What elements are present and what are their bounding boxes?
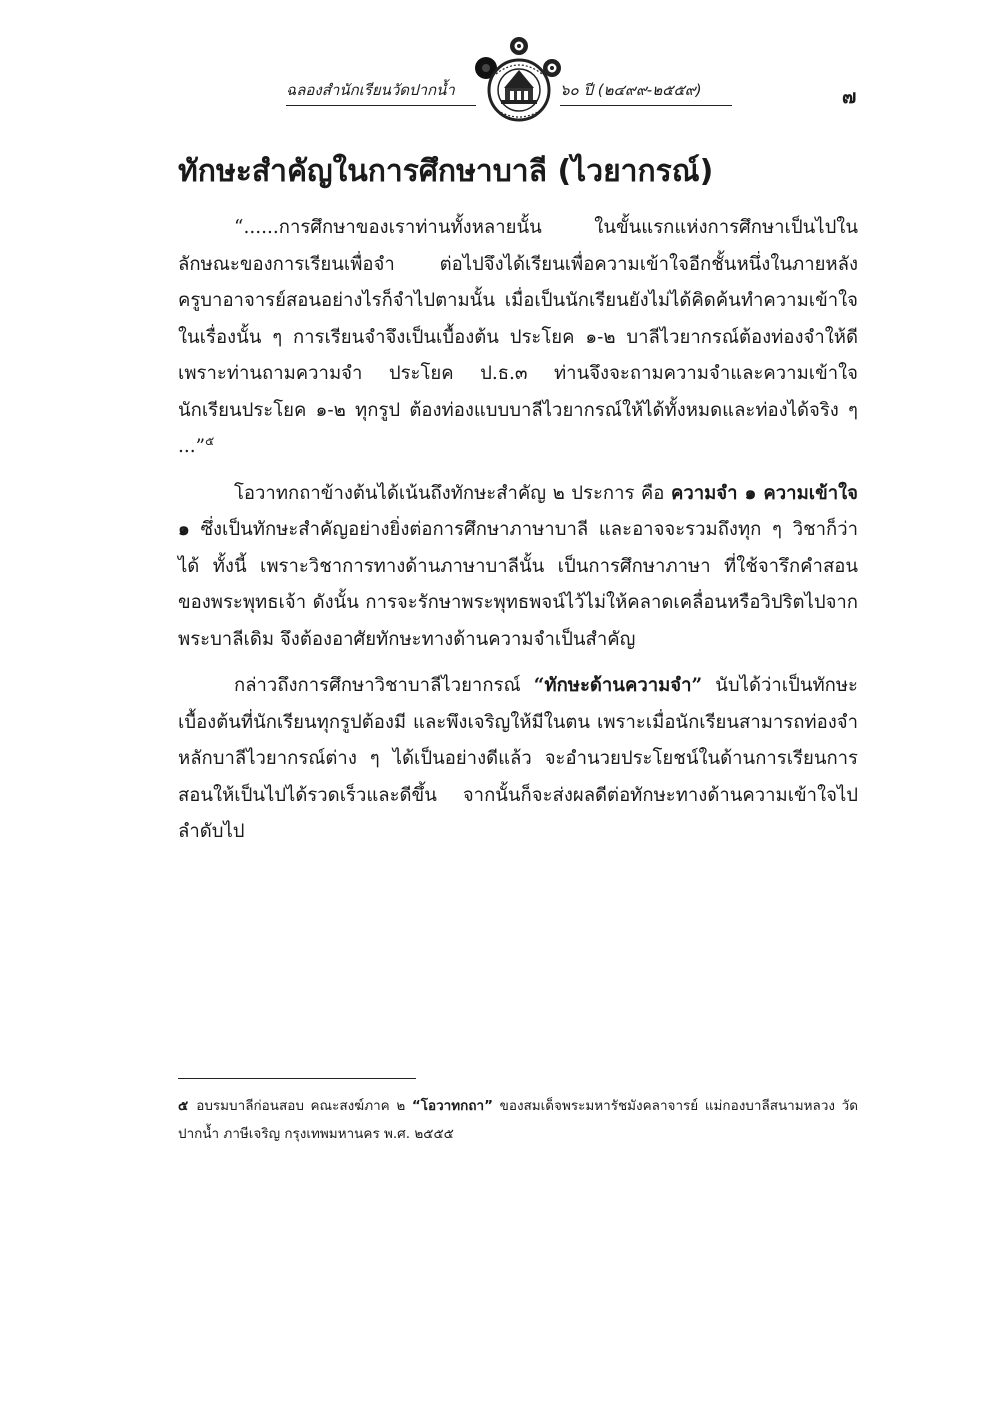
school-emblem-icon — [474, 34, 564, 126]
running-header-right: ๖๐ ปี (๒๔๙๙-๒๕๕๙) — [560, 78, 732, 106]
paragraph-three-rest: นับได้ว่าเป็นทักษะเบื้องต้นที่นักเรียนทุกรูปต้องมี และพึงเจริญให้มีในตน เพราะเมื่อนักเรียนสามารถท่องจำหลักบาลีไวยากรณ์ต่าง ๆ ได้เป็นอย่างดีแล้ว จะอำนวยประโยชน์ในด้านการเรียนการสอนให้เป็นไปได้รวดเร็วและดีขึ้น จากนั้นก็จะส่งผลดีต่อทักษะทางด้านความเข้าใจไปลำดับไป — [178, 675, 858, 842]
paragraph-two — [178, 476, 858, 659]
paragraph-three-lead: กล่าวถึงการศึกษาวิชาบาลีไวยากรณ์ — [234, 675, 534, 696]
footnote — [178, 1092, 858, 1148]
running-header-left: ฉลองสำนักเรียนวัดปากน้ำ — [286, 78, 476, 106]
paragraph-three — [178, 668, 858, 851]
paragraph-three-emphasis: “ทักษะด้านความจำ” — [533, 675, 703, 696]
paragraph-two-rest: ซึ่งเป็นทักษะสำคัญอย่างยิ่งต่อการศึกษาภาษาบาลี และอาจจะรวมถึงทุก ๆ วิชาก็ว่าได้ ทั้งนี้ เพราะวิชาการทางด้านภาษาบาลีนั้น เป็นการศึกษาภาษา ที่ใช้จารึกคำสอนของพระพุทธเจ้า ดังนั้น การจะรักษาพระพุทธพจน์ไว้ไม่ให้คลาดเคลื่อนหรือวิปริตไปจากพระบาลีเดิม จึงต้องอาศัยทักษะทางด้านความจำเป็นสำคัญ — [178, 519, 858, 650]
footnote-reference: ๕ — [205, 433, 215, 448]
footnote-divider — [178, 1078, 416, 1079]
footnote-title: “โอวาทกถา” — [411, 1098, 493, 1114]
footnote-rest: ของสมเด็จพระมหารัชมังคลาจารย์ แม่กองบาลีสนามหลวง วัดปากน้ำ ภาษีเจริญ กรุงเทพมหานคร พ.ศ. ๒๕๕๕ — [178, 1098, 858, 1142]
footnote-lead: อบรมบาลีก่อนสอบ คณะสงฆ์ภาค ๒ — [196, 1098, 412, 1114]
section-title: ทักษะสำคัญในการศึกษาบาลี (ไวยากรณ์) — [178, 154, 714, 189]
body-text — [178, 210, 858, 851]
footnote-mark: ๕ — [178, 1098, 189, 1114]
page-number: ๗ — [842, 86, 857, 108]
quote-paragraph — [178, 210, 858, 466]
quote-text: “......การศึกษาของเราท่านทั้งหลายนั้น ในขั้นแรกแห่งการศึกษาเป็นไปในลักษณะของการเรียนเพื่อจำ ต่อไปจึงได้เรียนเพื่อความเข้าใจอีกชั้นหนึ่งในภายหลัง ครูบาอาจารย์สอนอย่างไรก็จำไปตามนั้น เมื่อเป็นนักเรียนยังไม่ได้คิดค้นทำความเข้าใจในเรื่องนั้น ๆ การเรียนจำจึงเป็นเบื้องต้น ประโยค ๑-๒ บาลีไวยากรณ์ต้องท่องจำให้ดี เพราะท่านถามความจำ ประโยค ป.ธ.๓ ท่านจึงจะถามความจำและความเข้าใจ นักเรียนประโยค ๑-๒ ทุกรูป ต้องท่องแบบบาลีไวยากรณ์ให้ได้ทั้งหมดและท่องได้จริง ๆ ...” — [178, 217, 858, 457]
paragraph-two-lead: โอวาทกถาข้างต้นได้เน้นถึงทักษะสำคัญ ๒ ประการ คือ — [234, 482, 671, 504]
paragraph-two-emphasis: ความจำ ๑ ความเข้าใจ ๑ — [178, 482, 859, 540]
